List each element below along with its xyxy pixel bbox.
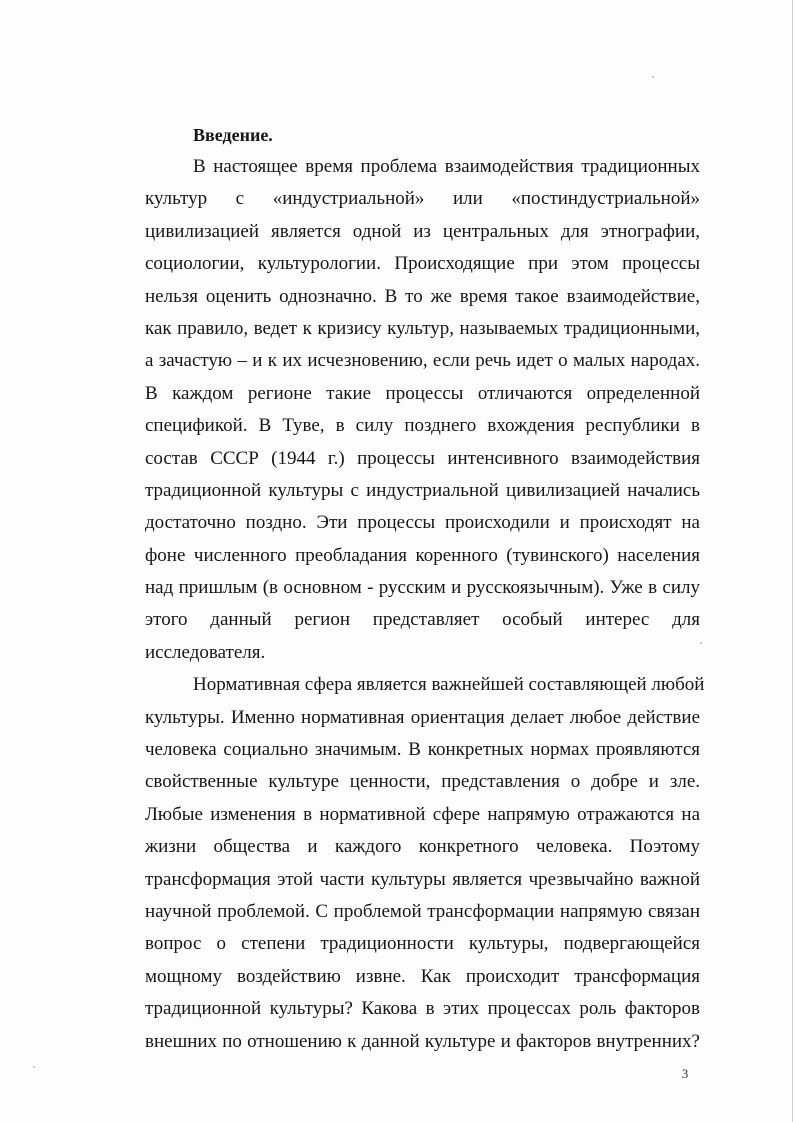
text-line: состав СССР (1944 г.) процессы интенсивного взаимодействия: [145, 447, 700, 469]
text-line: социологии, культурологии. Происходящие при этом процессы: [145, 253, 700, 275]
text-line: Любые изменения в нормативной сфере напрямую отражаются на: [145, 803, 700, 825]
text-line: а зачастую – и к их исчезновению, если речь идет о малых народах.: [145, 350, 700, 372]
text-line: культуры. Именно нормативная ориентация делает любое действие: [145, 706, 700, 728]
text-line: Нормативная сфера является важнейшей составляющей любой: [193, 674, 705, 696]
text-line: традиционной культуры с индустриальной цивилизацией начались: [145, 479, 700, 501]
scan-speck: [700, 642, 702, 644]
text-line: спецификой. В Туве, в силу позднего вхождения республики в: [145, 415, 700, 437]
text-line: человека социально значимым. В конкретных нормах проявляются: [145, 739, 700, 761]
paragraph-1: [145, 151, 700, 669]
text-line: цивилизацией является одной из центральных для этнографии,: [145, 220, 700, 242]
page-number: 3: [681, 1066, 689, 1081]
text-line: В каждом регионе такие процессы отличаются определенной: [145, 382, 700, 404]
scan-speck: [652, 76, 654, 78]
scan-speck: [33, 1066, 35, 1068]
text-line: этого данный регион представляет особый интерес для: [145, 609, 700, 631]
text-line: жизни общества и каждого конкретного человека. Поэтому: [145, 836, 700, 858]
document-body: [145, 119, 705, 1058]
text-line: культур с «индустриальной» или «постиндустриальной»: [145, 188, 700, 210]
text-line: достаточно поздно. Эти процессы происходили и происходят на: [145, 512, 700, 534]
text-line: свойственные культуре ценности, представления о добре и зле.: [145, 771, 700, 793]
text-line: традиционной культуры? Какова в этих процессах роль факторов: [145, 998, 700, 1020]
text-line: исследователя.: [145, 641, 266, 663]
text-line: научной проблемой. С проблемой трансформации напрямую связан: [145, 900, 700, 922]
text-line: как правило, ведет к кризису культур, называемых традиционными,: [145, 317, 700, 339]
section-heading: Введение.: [193, 125, 273, 145]
text-line: мощному воздействию извне. Как происходит трансформация: [145, 965, 700, 987]
text-line: нельзя оценить однозначно. В то же время такое взаимодействие,: [145, 285, 700, 307]
paragraph-2: [145, 669, 705, 1058]
text-line: вопрос о степени традиционности культуры, подвергающейся: [145, 933, 700, 955]
text-line: трансформация этой части культуры является чрезвычайно важной: [145, 868, 700, 890]
text-line: внешних по отношению к данной культуре и факторов внутренних?: [145, 1030, 700, 1052]
text-line: над пришлым (в основном - русским и русскоязычным). Уже в силу: [145, 577, 700, 599]
text-line: В настоящее время проблема взаимодействия традиционных: [193, 156, 700, 177]
text-line: фоне численного преобладания коренного (тувинского) населения: [145, 544, 700, 566]
